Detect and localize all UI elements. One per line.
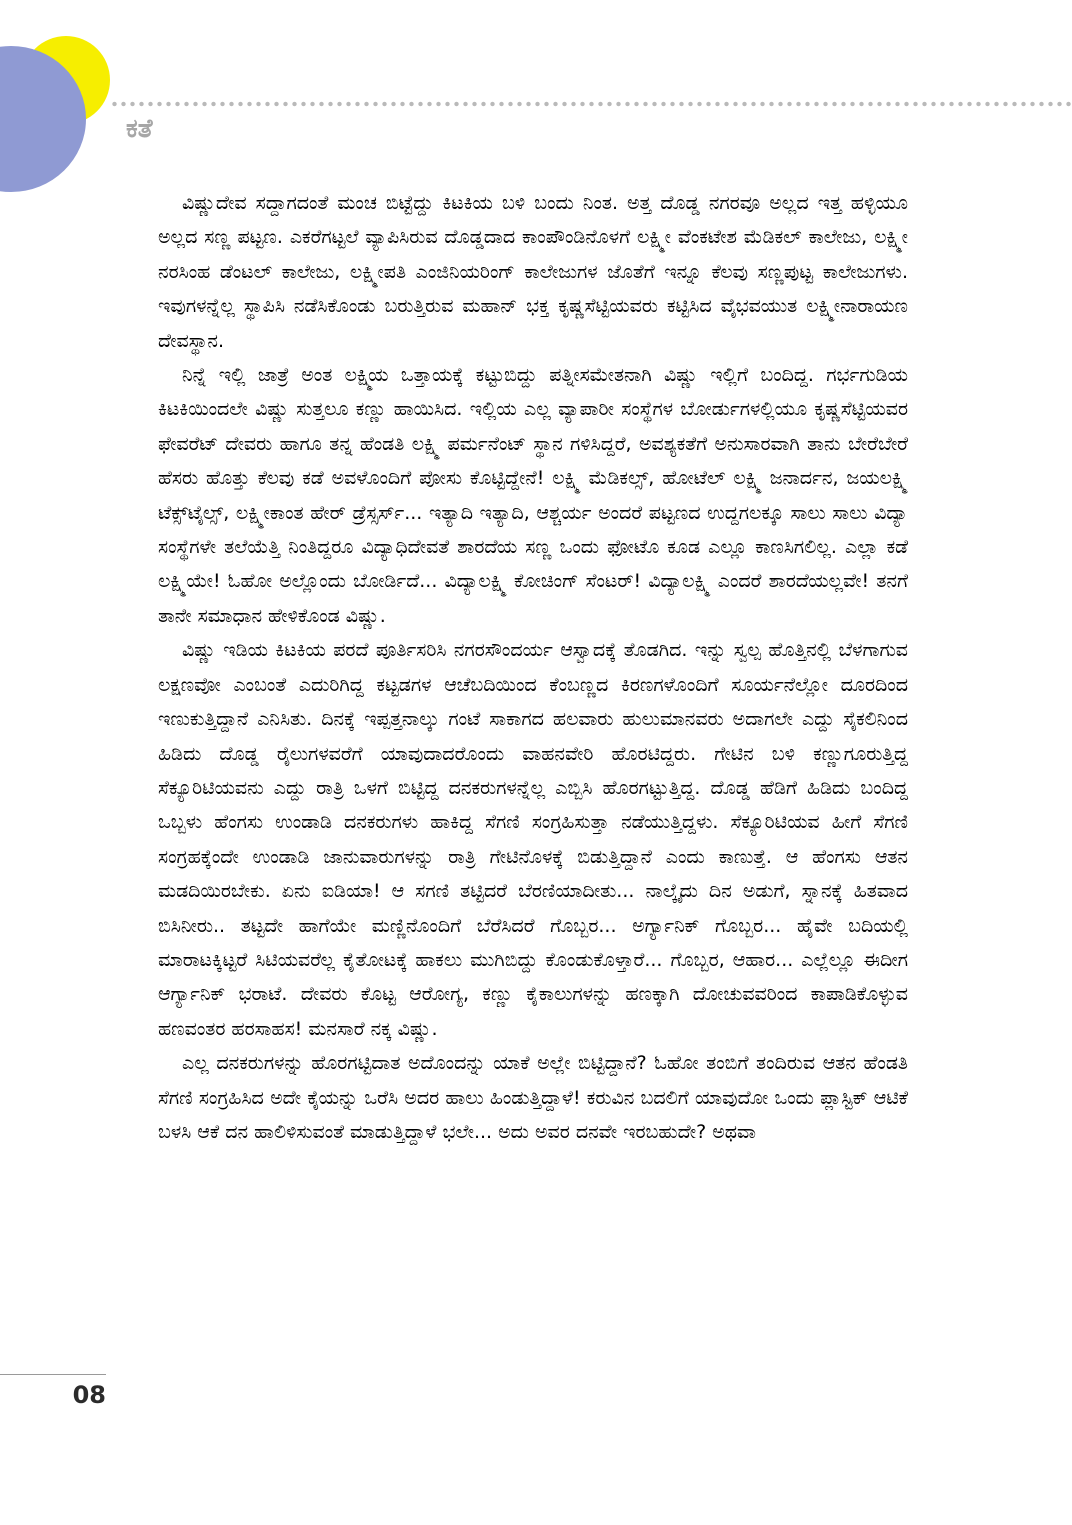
article-paragraph: ವಿಷ್ಣು ಇಡಿಯ ಕಿಟಕಿಯ ಪರದೆ ಪೂರ್ತಿಸರಿಸಿ ನಗರಸೌಂದರ್ಯ ಆಸ್ವಾದಕ್ಕೆ ತೊಡಗಿದ. ಇನ್ನು ಸ್ವಲ್ಪ ಹೊತ್ತಿನಲ್ಲಿ ಬೆಳಗಾಗುವ ಲಕ್ಷಣವೋ ಎಂಬಂತೆ ಎದುರಿಗಿದ್ದ ಕಟ್ಟಡಗಳ ಆಚೆಬದಿಯಿಂದ ಕೆಂಬಣ್ಣದ ಕಿರಣಗಳೊಂದಿಗೆ ಸೂರ್ಯನೆಲ್ಲೋ ದೂರದಿಂದ ಇಣುಕುತ್ತಿದ್ದಾನೆ ಎನಿಸಿತು. ದಿನಕ್ಕೆ ಇಪ್ಪತ್ತನಾಲ್ಕು ಗಂಟೆ ಸಾಕಾಗದ ಹಲವಾರು ಹುಲುಮಾನವರು ಅದಾಗಲೇ ಎದ್ದು ಸೈಕಲಿನಿಂದ ಹಿಡಿದು ದೊಡ್ಡ ರೈಲುಗಳವರೆಗೆ ಯಾವುದಾದರೊಂದು ವಾಹನವೇರಿ ಹೊರಟಿದ್ದರು. ಗೇಟಿನ ಬಳಿ ಕಣ್ಣುಗೂರುತ್ತಿದ್ದ ಸೆಕ್ಯೂರಿಟಿಯವನು ಎದ್ದು ರಾತ್ರಿ ಒಳಗೆ ಬಿಟ್ಟಿದ್ದ ದನಕರುಗಳನ್ನೆಲ್ಲ ಎಬ್ಬಿಸಿ ಹೊರಗಟ್ಟುತ್ತಿದ್ದ. ದೊಡ್ಡ ಹೆಡಿಗೆ ಹಿಡಿದು ಬಂದಿದ್ದ ಒಬ್ಬಳು ಹೆಂಗಸು ಉಂಡಾಡಿ ದನಕರುಗಳು ಹಾಕಿದ್ದ ಸೆಗಣಿ ಸಂಗ್ರಹಿಸುತ್ತಾ ನಡೆಯುತ್ತಿದ್ದಳು. ಸೆಕ್ಯೂರಿಟಿಯವ ಹೀಗೆ ಸೆಗಣಿ ಸಂಗ್ರಹಕ್ಕೆಂದೇ ಉಂಡಾಡಿ ಜಾನುವಾರುಗಳನ್ನು ರಾತ್ರಿ ಗೇಟಿನೊಳಕ್ಕೆ ಬಿಡುತ್ತಿದ್ದಾನೆ ಎಂದು ಕಾಣುತ್ತೆ. ಆ ಹೆಂಗಸು ಆತನ ಮಡದಿಯಿರಬೇಕು. ಏನು ಐಡಿಯಾ! ಆ ಸಗಣಿ ತಟ್ಟಿದರೆ ಬೆರಣಿಯಾದೀತು... ನಾಲ್ಕೈದು ದಿನ ಅಡುಗೆ, ಸ್ನಾನಕ್ಕೆ ಹಿತವಾದ ಬಿಸಿನೀರು.. ತಟ್ಟದೇ ಹಾಗೆಯೇ ಮಣ್ಣಿನೊಂದಿಗೆ ಬೆರೆಸಿದರೆ ಗೊಬ್ಬರ... ಅರ್ಗ್ಯಾನಿಕ್ ಗೊಬ್ಬರ... ಹೈವೇ ಬದಿಯಲ್ಲಿ ಮಾರಾಟಕ್ಕಿಟ್ಟರೆ ಸಿಟಿಯವರೆಲ್ಲ ಕೈತೋಟಕ್ಕೆ ಹಾಕಲು ಮುಗಿಬಿದ್ದು ಕೊಂಡುಕೊಳ್ತಾರೆ... ಗೊಬ್ಬರ, ಆಹಾರ... ಎಲ್ಲೆಲ್ಲೂ ಈದೀಗ ಆರ್ಗ್ಯಾನಿಕ್ ಭರಾಟೆ. ದೇವರು ಕೊಟ್ಟ ಆರೋಗ್ಯ, ಕಣ್ಣು ಕೈಕಾಲುಗಳನ್ನು ಹಣಕ್ಕಾಗಿ ದೋಚುವವರಿಂದ ಕಾಪಾಡಿಕೊಳ್ಳುವ ಹಣವಂತರ ಹರಸಾಹಸ! ಮನಸಾರೆ ನಕ್ಕ ವಿಷ್ಣು. <box>158 639 908 1040</box>
page-number: 08 <box>72 1381 106 1409</box>
dotted-header-rule <box>110 101 1072 107</box>
section-label: ಕತೆ <box>126 114 153 144</box>
article-body <box>158 186 908 1149</box>
article-paragraph: ವಿಷ್ಣುದೇವ ಸದ್ದಾಗದಂತೆ ಮಂಚ ಬಿಟ್ಟೆದ್ದು ಕಿಟಕಿಯ ಬಳಿ ಬಂದು ನಿಂತ. ಅತ್ತ ದೊಡ್ಡ ನಗರವೂ ಅಲ್ಲದ ಇತ್ತ ಹಳ್ಳಿಯೂ ಅಲ್ಲದ ಸಣ್ಣ ಪಟ್ಟಣ. ಎಕರೆಗಟ್ಟಲೆ ವ್ಯಾಪಿಸಿರುವ ದೊಡ್ಡದಾದ ಕಾಂಪೌಂಡಿನೊಳಗೆ ಲಕ್ಷ್ಮೀ ವೆಂಕಟೇಶ ಮೆಡಿಕಲ್ ಕಾಲೇಜು, ಲಕ್ಷ್ಮೀ ನರಸಿಂಹ ಡೆಂಟಲ್ ಕಾಲೇಜು, ಲಕ್ಷ್ಮೀಪತಿ ಎಂಜಿನಿಯರಿಂಗ್ ಕಾಲೇಜುಗಳ ಜೊತೆಗೆ ಇನ್ನೂ ಕೆಲವು ಸಣ್ಣಪುಟ್ಟ ಕಾಲೇಜುಗಳು. ಇವುಗಳನ್ನೆಲ್ಲ ಸ್ಥಾಪಿಸಿ ನಡೆಸಿಕೊಂಡು ಬರುತ್ತಿರುವ ಮಹಾನ್ ಭಕ್ತ ಕೃಷ್ಣಸೆಟ್ಟಿಯವರು ಕಟ್ಟಿಸಿದ ವೈಭವಯುತ ಲಕ್ಷ್ಮೀನಾರಾಯಣ ದೇವಸ್ಥಾನ. <box>158 192 908 352</box>
footer-rule <box>0 1374 106 1375</box>
article-paragraph: ಎಲ್ಲ ದನಕರುಗಳನ್ನು ಹೊರಗಟ್ಟಿದಾತ ಅದೊಂದನ್ನು ಯಾಕೆ ಅಲ್ಲೇ ಬಿಟ್ಟಿದ್ದಾನೆ? ಓಹೋ ತಂಬಿಗೆ ತಂದಿರುವ ಆತನ ಹೆಂಡತಿ ಸೆಗಣಿ ಸಂಗ್ರಹಿಸಿದ ಅದೇ ಕೈಯನ್ನು ಒರೆಸಿ ಅದರ ಹಾಲು ಹಿಂಡುತ್ತಿದ್ದಾಳೆ! ಕರುವಿನ ಬದಲಿಗೆ ಯಾವುದೋ ಒಂದು ಪ್ಲಾಸ್ಟಿಕ್ ಆಟಿಕೆ ಬಳಸಿ ಆಕೆ ದನ ಹಾಲಿಳಿಸುವಂತೆ ಮಾಡುತ್ತಿದ್ದಾಳೆ ಭಲೇ... ಅದು ಅವರ ದನವೇ ಇರಬಹುದೇ? ಅಥವಾ <box>158 1052 908 1143</box>
article-paragraph: ನಿನ್ನೆ ಇಲ್ಲಿ ಜಾತ್ರೆ ಅಂತ ಲಕ್ಷ್ಮಿಯ ಒತ್ತಾಯಕ್ಕೆ ಕಟ್ಟುಬಿದ್ದು ಪತ್ನೀಸಮೇತನಾಗಿ ವಿಷ್ಣು ಇಲ್ಲಿಗೆ ಬಂದಿದ್ದ. ಗರ್ಭಗುಡಿಯ ಕಿಟಕಿಯಿಂದಲೇ ವಿಷ್ಣು ಸುತ್ತಲೂ ಕಣ್ಣು ಹಾಯಿಸಿದ. ಇಲ್ಲಿಯ ಎಲ್ಲ ವ್ಯಾಪಾರೀ ಸಂಸ್ಥೆಗಳ ಬೋರ್ಡುಗಳಲ್ಲಿಯೂ ಕೃಷ್ಣಸೆಟ್ಟಿಯವರ ಫೇವರೆಟ್ ದೇವರು ಹಾಗೂ ತನ್ನ ಹೆಂಡತಿ ಲಕ್ಷ್ಮಿ ಪರ್ಮನೆಂಟ್ ಸ್ಥಾನ ಗಳಿಸಿದ್ದರೆ, ಅವಶ್ಯಕತೆಗೆ ಅನುಸಾರವಾಗಿ ತಾನು ಬೇರೆಬೇರೆ ಹೆಸರು ಹೊತ್ತು ಕೆಲವು ಕಡೆ ಅವಳೊಂದಿಗೆ ಪೋಸು ಕೊಟ್ಟಿದ್ದೇನೆ! ಲಕ್ಷ್ಮಿ ಮೆಡಿಕಲ್ಸ್, ಹೋಟೆಲ್ ಲಕ್ಷ್ಮಿ ಜನಾರ್ದನ, ಜಯಲಕ್ಷ್ಮಿ ಟೆಕ್ಸ್‌ಟೈಲ್ಸ್, ಲಕ್ಷ್ಮೀಕಾಂತ ಹೇರ್ ಡ್ರೆಸ್ಸರ್ಸ್... ಇತ್ಯಾದಿ ಇತ್ಯಾದಿ, ಆಶ್ಚರ್ಯ ಅಂದರೆ ಪಟ್ಟಣದ ಉದ್ದಗಲಕ್ಕೂ ಸಾಲು ಸಾಲು ವಿದ್ಯಾ ಸಂಸ್ಥೆಗಳೇ ತಲೆಯೆತ್ತಿ ನಿಂತಿದ್ದರೂ ವಿದ್ಯಾಧಿದೇವತೆ ಶಾರದೆಯ ಸಣ್ಣ ಒಂದು ಫೋಟೊ ಕೂಡ ಎಲ್ಲೂ ಕಾಣಸಿಗಲಿಲ್ಲ. ಎಲ್ಲಾ ಕಡೆ ಲಕ್ಷ್ಮಿಯೇ! ಓಹೋ ಅಲ್ಲೊಂದು ಬೋರ್ಡಿದೆ... ವಿದ್ಯಾಲಕ್ಷ್ಮಿ ಕೋಚಿಂಗ್ ಸೆಂಟರ್! ವಿದ್ಯಾಲಕ್ಷ್ಮಿ ಎಂದರೆ ಶಾರದೆಯಲ್ಲವೇ! ತನಗೆ ತಾನೇ ಸಮಾಧಾನ ಹೇಳಿಕೊಂಡ ವಿಷ್ಣು. <box>158 364 908 627</box>
